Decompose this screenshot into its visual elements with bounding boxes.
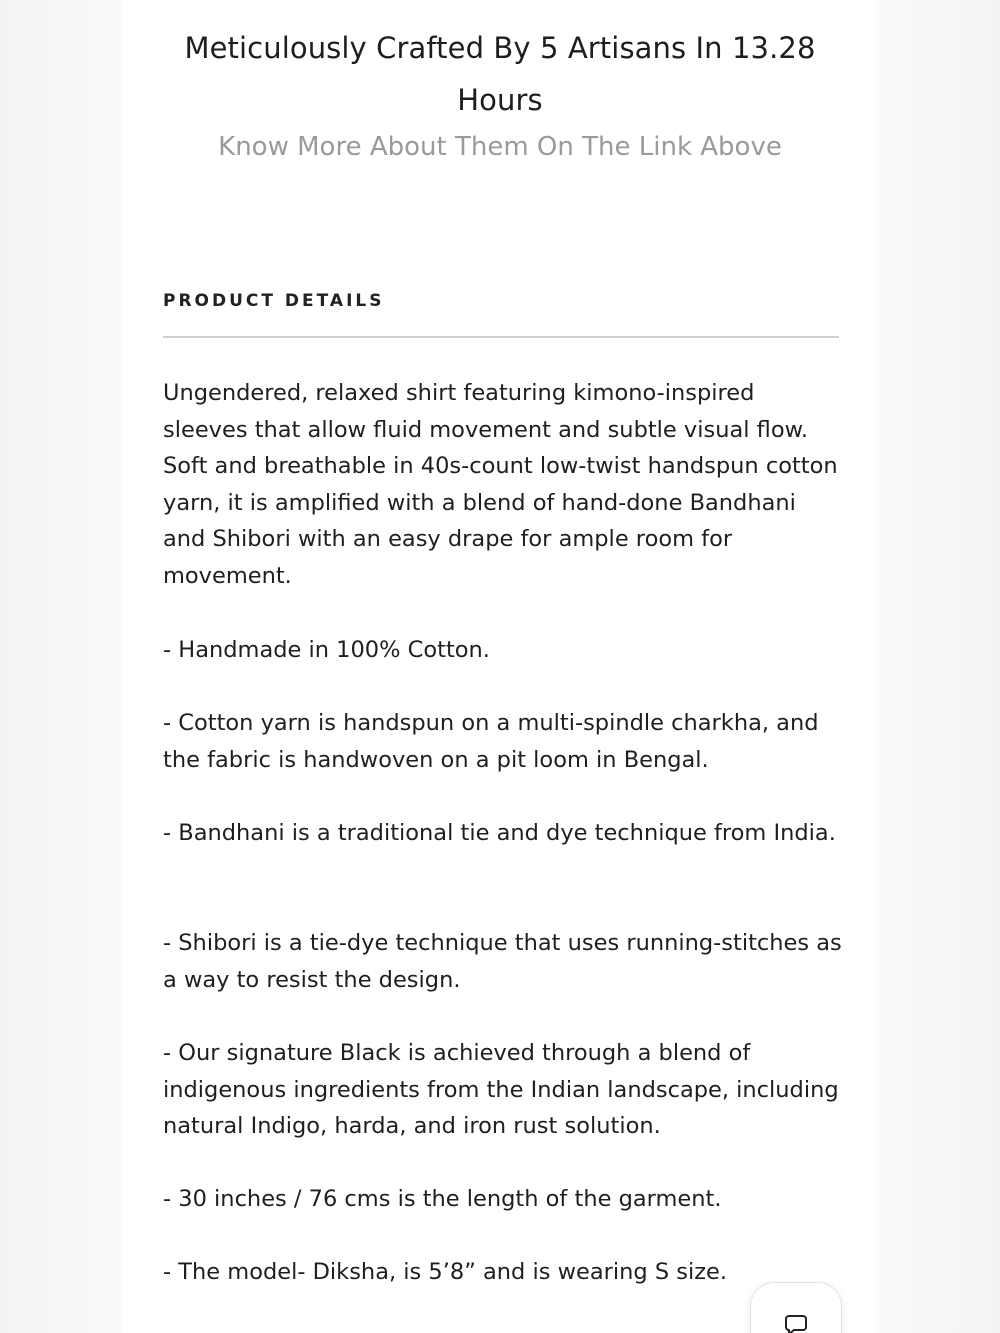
section-divider	[163, 336, 839, 338]
chat-bubble-icon	[784, 1314, 808, 1333]
product-details-title: PRODUCT DETAILS	[163, 291, 385, 311]
detail-point-bandhani: - Bandhani is a traditional tie and dye technique from India.	[163, 820, 836, 846]
detail-point-shibori: - Shibori is a tie-dye technique that uses running-stitches as a way to resist the design.	[163, 930, 842, 993]
artisans-heading	[124, 22, 876, 126]
chat-button[interactable]	[750, 1282, 842, 1333]
product-description: Ungendered, relaxed shirt featuring kimono-inspired sleeves that allow fluid movement and subtle visual flow. Soft and breathable in 40s-count low-twist handspun cotton yarn, it is amplified with a blend of hand-done Bandhani and Shibori with an easy drape for ample room for movement.	[163, 380, 838, 589]
artisans-subheading: Know More About Them On The Link Above	[218, 132, 782, 162]
product-details-page	[124, 0, 876, 1333]
detail-point-length: - 30 inches / 76 cms is the length of the garment.	[163, 1186, 722, 1212]
artisans-heading-line-1: Meticulously Crafted By 5 Artisans In 13.28	[184, 31, 816, 65]
detail-point-yarn: - Cotton yarn is handspun on a multi-spindle charkha, and the fabric is handwoven on a pit loom in Bengal.	[163, 710, 819, 773]
artisans-heading-line-2: Hours	[457, 83, 543, 117]
detail-point-black-dye: - Our signature Black is achieved through a blend of indigenous ingredients from the Indian landscape, including natural Indigo, harda, and iron rust solution.	[163, 1040, 839, 1140]
detail-point-model-size: - The model- Diksha, is 5’8” and is wearing S size.	[163, 1259, 728, 1285]
detail-point-material: - Handmade in 100% Cotton.	[163, 637, 490, 663]
